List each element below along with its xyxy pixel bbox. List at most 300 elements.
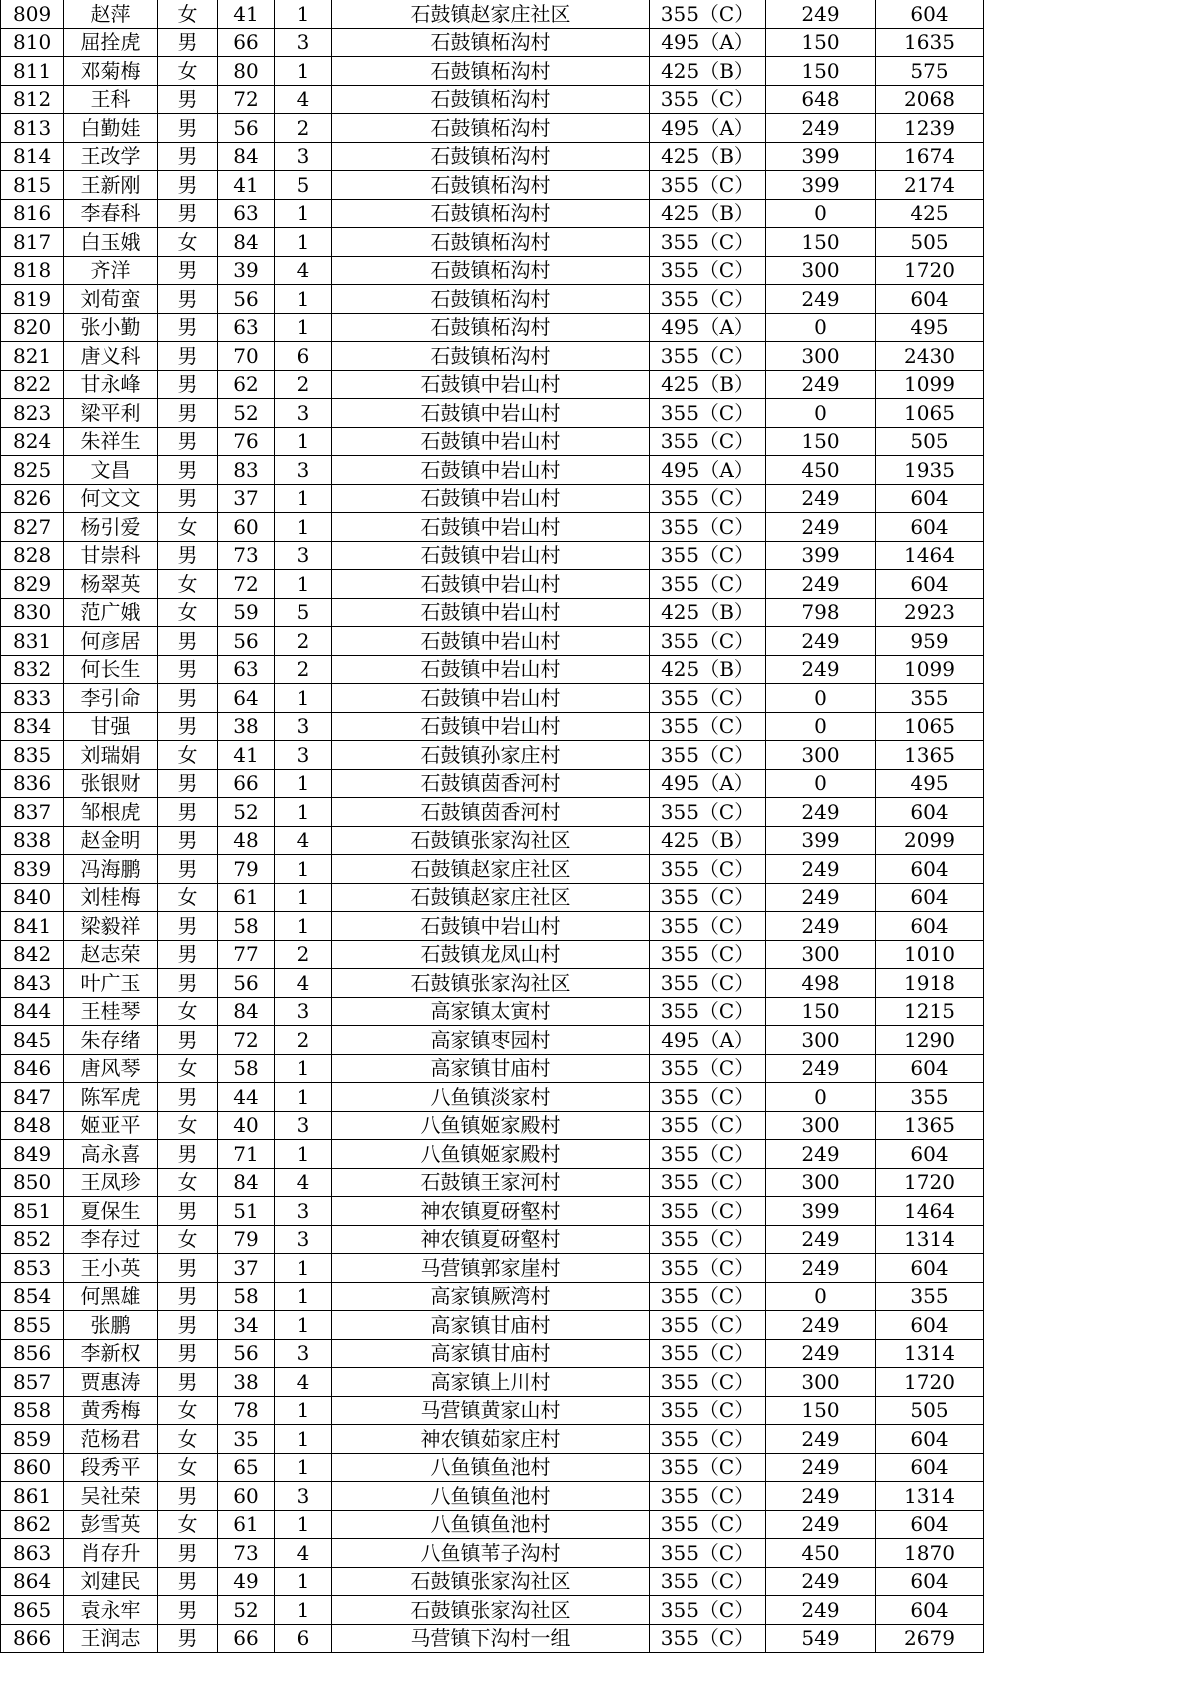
subsidy-cell: 300 bbox=[766, 1111, 876, 1140]
address-cell: 神农镇夏砑壑村 bbox=[332, 1225, 650, 1254]
id-cell: 844 bbox=[1, 997, 64, 1026]
age-cell: 70 bbox=[218, 342, 275, 371]
address-cell: 石鼓镇中岩山村 bbox=[332, 712, 650, 741]
household-size-cell: 1 bbox=[275, 912, 332, 941]
name-cell: 甘永峰 bbox=[64, 370, 158, 399]
table-row bbox=[1, 1225, 984, 1254]
subsidy-cell: 249 bbox=[766, 1596, 876, 1625]
id-cell: 846 bbox=[1, 1054, 64, 1083]
address-cell: 石鼓镇中岩山村 bbox=[332, 427, 650, 456]
id-cell: 811 bbox=[1, 57, 64, 86]
household-size-cell: 1 bbox=[275, 1254, 332, 1283]
household-size-cell: 1 bbox=[275, 1396, 332, 1425]
total-cell: 604 bbox=[876, 1140, 984, 1169]
table-row bbox=[1, 1510, 984, 1539]
address-cell: 高家镇甘庙村 bbox=[332, 1311, 650, 1340]
id-cell: 829 bbox=[1, 570, 64, 599]
name-cell: 白玉娥 bbox=[64, 228, 158, 257]
table-row bbox=[1, 1339, 984, 1368]
age-cell: 35 bbox=[218, 1425, 275, 1454]
table-row bbox=[1, 57, 984, 86]
gender-cell: 女 bbox=[158, 883, 218, 912]
subsidy-cell: 249 bbox=[766, 1140, 876, 1169]
total-cell: 1065 bbox=[876, 399, 984, 428]
household-size-cell: 3 bbox=[275, 541, 332, 570]
household-size-cell: 1 bbox=[275, 1282, 332, 1311]
subsidy-cell: 0 bbox=[766, 1282, 876, 1311]
household-size-cell: 4 bbox=[275, 1368, 332, 1397]
id-cell: 845 bbox=[1, 1026, 64, 1055]
table-row bbox=[1, 883, 984, 912]
standard-cell: 355（C） bbox=[650, 570, 766, 599]
address-cell: 高家镇太寅村 bbox=[332, 997, 650, 1026]
name-cell: 高永喜 bbox=[64, 1140, 158, 1169]
id-cell: 840 bbox=[1, 883, 64, 912]
age-cell: 51 bbox=[218, 1197, 275, 1226]
total-cell: 1870 bbox=[876, 1539, 984, 1568]
gender-cell: 男 bbox=[158, 1482, 218, 1511]
standard-cell: 355（C） bbox=[650, 1225, 766, 1254]
name-cell: 朱祥生 bbox=[64, 427, 158, 456]
standard-cell: 355（C） bbox=[650, 741, 766, 770]
household-size-cell: 3 bbox=[275, 1111, 332, 1140]
gender-cell: 男 bbox=[158, 427, 218, 456]
standard-cell: 355（C） bbox=[650, 1567, 766, 1596]
age-cell: 58 bbox=[218, 912, 275, 941]
household-size-cell: 1 bbox=[275, 883, 332, 912]
gender-cell: 女 bbox=[158, 0, 218, 28]
total-cell: 604 bbox=[876, 1311, 984, 1340]
standard-cell: 355（C） bbox=[650, 1311, 766, 1340]
household-size-cell: 2 bbox=[275, 114, 332, 143]
subsidy-cell: 648 bbox=[766, 85, 876, 114]
age-cell: 60 bbox=[218, 513, 275, 542]
standard-cell: 495（A） bbox=[650, 1026, 766, 1055]
age-cell: 77 bbox=[218, 940, 275, 969]
gender-cell: 女 bbox=[158, 1168, 218, 1197]
gender-cell: 男 bbox=[158, 342, 218, 371]
id-cell: 813 bbox=[1, 114, 64, 143]
subsidy-cell: 0 bbox=[766, 769, 876, 798]
table-row bbox=[1, 1254, 984, 1283]
name-cell: 赵萍 bbox=[64, 0, 158, 28]
standard-cell: 425（B） bbox=[650, 370, 766, 399]
age-cell: 80 bbox=[218, 57, 275, 86]
name-cell: 李引命 bbox=[64, 684, 158, 713]
age-cell: 72 bbox=[218, 1026, 275, 1055]
table-row bbox=[1, 598, 984, 627]
age-cell: 84 bbox=[218, 997, 275, 1026]
household-size-cell: 1 bbox=[275, 769, 332, 798]
age-cell: 52 bbox=[218, 798, 275, 827]
household-size-cell: 2 bbox=[275, 940, 332, 969]
table-row bbox=[1, 655, 984, 684]
address-cell: 石鼓镇中岩山村 bbox=[332, 655, 650, 684]
subsidy-cell: 249 bbox=[766, 883, 876, 912]
table-row bbox=[1, 285, 984, 314]
household-size-cell: 1 bbox=[275, 513, 332, 542]
household-size-cell: 3 bbox=[275, 1339, 332, 1368]
table-row bbox=[1, 1197, 984, 1226]
subsidy-cell: 249 bbox=[766, 1311, 876, 1340]
subsidy-cell: 249 bbox=[766, 1225, 876, 1254]
id-cell: 822 bbox=[1, 370, 64, 399]
name-cell: 段秀平 bbox=[64, 1453, 158, 1482]
total-cell: 2923 bbox=[876, 598, 984, 627]
name-cell: 姬亚平 bbox=[64, 1111, 158, 1140]
age-cell: 34 bbox=[218, 1311, 275, 1340]
name-cell: 王科 bbox=[64, 85, 158, 114]
standard-cell: 355（C） bbox=[650, 940, 766, 969]
name-cell: 夏保生 bbox=[64, 1197, 158, 1226]
subsidy-cell: 150 bbox=[766, 57, 876, 86]
table-row bbox=[1, 1596, 984, 1625]
subsidy-cell: 300 bbox=[766, 741, 876, 770]
name-cell: 王凤珍 bbox=[64, 1168, 158, 1197]
household-size-cell: 3 bbox=[275, 28, 332, 57]
address-cell: 石鼓镇张家沟社区 bbox=[332, 826, 650, 855]
address-cell: 八鱼镇淡家村 bbox=[332, 1083, 650, 1112]
standard-cell: 425（B） bbox=[650, 826, 766, 855]
id-cell: 858 bbox=[1, 1396, 64, 1425]
standard-cell: 355（C） bbox=[650, 541, 766, 570]
standard-cell: 355（C） bbox=[650, 912, 766, 941]
total-cell: 1918 bbox=[876, 969, 984, 998]
subsidy-cell: 150 bbox=[766, 997, 876, 1026]
name-cell: 屈拴虎 bbox=[64, 28, 158, 57]
address-cell: 石鼓镇龙凤山村 bbox=[332, 940, 650, 969]
subsidy-cell: 150 bbox=[766, 28, 876, 57]
id-cell: 818 bbox=[1, 256, 64, 285]
name-cell: 范广娥 bbox=[64, 598, 158, 627]
standard-cell: 355（C） bbox=[650, 228, 766, 257]
age-cell: 66 bbox=[218, 769, 275, 798]
household-size-cell: 4 bbox=[275, 256, 332, 285]
household-size-cell: 1 bbox=[275, 427, 332, 456]
name-cell: 王新刚 bbox=[64, 171, 158, 200]
household-size-cell: 1 bbox=[275, 1425, 332, 1454]
age-cell: 79 bbox=[218, 855, 275, 884]
gender-cell: 男 bbox=[158, 1368, 218, 1397]
address-cell: 石鼓镇柘沟村 bbox=[332, 57, 650, 86]
gender-cell: 男 bbox=[158, 484, 218, 513]
name-cell: 张小勤 bbox=[64, 313, 158, 342]
id-cell: 866 bbox=[1, 1624, 64, 1653]
name-cell: 何彦居 bbox=[64, 627, 158, 656]
gender-cell: 男 bbox=[158, 541, 218, 570]
address-cell: 八鱼镇姬家殿村 bbox=[332, 1140, 650, 1169]
table-row bbox=[1, 826, 984, 855]
table-row bbox=[1, 28, 984, 57]
address-cell: 石鼓镇张家沟社区 bbox=[332, 969, 650, 998]
subsidy-cell: 0 bbox=[766, 199, 876, 228]
id-cell: 857 bbox=[1, 1368, 64, 1397]
gender-cell: 男 bbox=[158, 1083, 218, 1112]
id-cell: 819 bbox=[1, 285, 64, 314]
address-cell: 石鼓镇柘沟村 bbox=[332, 199, 650, 228]
household-size-cell: 1 bbox=[275, 199, 332, 228]
standard-cell: 355（C） bbox=[650, 484, 766, 513]
name-cell: 吴社荣 bbox=[64, 1482, 158, 1511]
gender-cell: 男 bbox=[158, 1282, 218, 1311]
gender-cell: 女 bbox=[158, 570, 218, 599]
household-size-cell: 4 bbox=[275, 1539, 332, 1568]
household-size-cell: 6 bbox=[275, 342, 332, 371]
id-cell: 825 bbox=[1, 456, 64, 485]
subsidy-cell: 300 bbox=[766, 1026, 876, 1055]
age-cell: 66 bbox=[218, 28, 275, 57]
gender-cell: 男 bbox=[158, 855, 218, 884]
household-size-cell: 1 bbox=[275, 798, 332, 827]
age-cell: 83 bbox=[218, 456, 275, 485]
subsidy-cell: 249 bbox=[766, 1339, 876, 1368]
total-cell: 604 bbox=[876, 1054, 984, 1083]
household-size-cell: 3 bbox=[275, 1225, 332, 1254]
household-size-cell: 3 bbox=[275, 1197, 332, 1226]
subsidy-cell: 0 bbox=[766, 399, 876, 428]
gender-cell: 男 bbox=[158, 85, 218, 114]
subsidy-cell: 300 bbox=[766, 342, 876, 371]
name-cell: 张鹏 bbox=[64, 1311, 158, 1340]
subsidy-cell: 450 bbox=[766, 456, 876, 485]
total-cell: 604 bbox=[876, 1596, 984, 1625]
address-cell: 石鼓镇柘沟村 bbox=[332, 256, 650, 285]
age-cell: 56 bbox=[218, 627, 275, 656]
id-cell: 843 bbox=[1, 969, 64, 998]
address-cell: 马营镇郭家崖村 bbox=[332, 1254, 650, 1283]
total-cell: 355 bbox=[876, 684, 984, 713]
table-row bbox=[1, 256, 984, 285]
household-size-cell: 1 bbox=[275, 1140, 332, 1169]
total-cell: 604 bbox=[876, 0, 984, 28]
id-cell: 838 bbox=[1, 826, 64, 855]
name-cell: 唐义科 bbox=[64, 342, 158, 371]
age-cell: 52 bbox=[218, 1596, 275, 1625]
total-cell: 1935 bbox=[876, 456, 984, 485]
table-row bbox=[1, 1083, 984, 1112]
address-cell: 石鼓镇中岩山村 bbox=[332, 541, 650, 570]
gender-cell: 男 bbox=[158, 171, 218, 200]
id-cell: 820 bbox=[1, 313, 64, 342]
standard-cell: 355（C） bbox=[650, 883, 766, 912]
name-cell: 杨引爱 bbox=[64, 513, 158, 542]
table-row bbox=[1, 798, 984, 827]
address-cell: 八鱼镇鱼池村 bbox=[332, 1453, 650, 1482]
gender-cell: 女 bbox=[158, 1453, 218, 1482]
subsidy-cell: 399 bbox=[766, 826, 876, 855]
address-cell: 八鱼镇苇子沟村 bbox=[332, 1539, 650, 1568]
subsidy-cell: 150 bbox=[766, 427, 876, 456]
table-row bbox=[1, 1026, 984, 1055]
address-cell: 八鱼镇鱼池村 bbox=[332, 1482, 650, 1511]
total-cell: 1010 bbox=[876, 940, 984, 969]
subsidy-cell: 249 bbox=[766, 1254, 876, 1283]
address-cell: 石鼓镇柘沟村 bbox=[332, 85, 650, 114]
age-cell: 37 bbox=[218, 484, 275, 513]
total-cell: 1365 bbox=[876, 741, 984, 770]
subsidy-cell: 249 bbox=[766, 285, 876, 314]
gender-cell: 男 bbox=[158, 142, 218, 171]
gender-cell: 男 bbox=[158, 28, 218, 57]
household-size-cell: 3 bbox=[275, 1482, 332, 1511]
household-size-cell: 2 bbox=[275, 1026, 332, 1055]
name-cell: 王润志 bbox=[64, 1624, 158, 1653]
address-cell: 石鼓镇张家沟社区 bbox=[332, 1596, 650, 1625]
gender-cell: 男 bbox=[158, 798, 218, 827]
age-cell: 66 bbox=[218, 1624, 275, 1653]
table-row bbox=[1, 370, 984, 399]
standard-cell: 355（C） bbox=[650, 1510, 766, 1539]
standard-cell: 425（B） bbox=[650, 142, 766, 171]
table-row bbox=[1, 1425, 984, 1454]
subsidy-cell: 249 bbox=[766, 1567, 876, 1596]
subsidy-cell: 249 bbox=[766, 855, 876, 884]
id-cell: 826 bbox=[1, 484, 64, 513]
table-row bbox=[1, 997, 984, 1026]
subsidy-cell: 249 bbox=[766, 1453, 876, 1482]
total-cell: 1314 bbox=[876, 1225, 984, 1254]
table-row bbox=[1, 171, 984, 200]
address-cell: 石鼓镇张家沟社区 bbox=[332, 1567, 650, 1596]
address-cell: 马营镇下沟村一组 bbox=[332, 1624, 650, 1653]
name-cell: 王改学 bbox=[64, 142, 158, 171]
subsidy-cell: 0 bbox=[766, 712, 876, 741]
standard-cell: 495（A） bbox=[650, 28, 766, 57]
age-cell: 38 bbox=[218, 1368, 275, 1397]
household-size-cell: 3 bbox=[275, 142, 332, 171]
standard-cell: 355（C） bbox=[650, 0, 766, 28]
total-cell: 1099 bbox=[876, 370, 984, 399]
address-cell: 石鼓镇柘沟村 bbox=[332, 28, 650, 57]
gender-cell: 男 bbox=[158, 912, 218, 941]
gender-cell: 男 bbox=[158, 1539, 218, 1568]
subsidy-cell: 249 bbox=[766, 912, 876, 941]
table-row bbox=[1, 855, 984, 884]
total-cell: 495 bbox=[876, 313, 984, 342]
household-size-cell: 4 bbox=[275, 1168, 332, 1197]
age-cell: 41 bbox=[218, 741, 275, 770]
total-cell: 1065 bbox=[876, 712, 984, 741]
subsidy-cell: 798 bbox=[766, 598, 876, 627]
age-cell: 84 bbox=[218, 228, 275, 257]
total-cell: 1464 bbox=[876, 1197, 984, 1226]
address-cell: 高家镇厥湾村 bbox=[332, 1282, 650, 1311]
id-cell: 823 bbox=[1, 399, 64, 428]
age-cell: 38 bbox=[218, 712, 275, 741]
gender-cell: 男 bbox=[158, 940, 218, 969]
household-size-cell: 1 bbox=[275, 684, 332, 713]
id-cell: 864 bbox=[1, 1567, 64, 1596]
address-cell: 八鱼镇姬家殿村 bbox=[332, 1111, 650, 1140]
standard-cell: 355（C） bbox=[650, 1624, 766, 1653]
gender-cell: 男 bbox=[158, 1624, 218, 1653]
subsidy-cell: 399 bbox=[766, 142, 876, 171]
gender-cell: 女 bbox=[158, 1510, 218, 1539]
household-size-cell: 1 bbox=[275, 1510, 332, 1539]
subsidy-cell: 249 bbox=[766, 627, 876, 656]
age-cell: 60 bbox=[218, 1482, 275, 1511]
name-cell: 王桂琴 bbox=[64, 997, 158, 1026]
standard-cell: 495（A） bbox=[650, 769, 766, 798]
name-cell: 何长生 bbox=[64, 655, 158, 684]
age-cell: 84 bbox=[218, 142, 275, 171]
table-row bbox=[1, 456, 984, 485]
gender-cell: 女 bbox=[158, 1396, 218, 1425]
table-row bbox=[1, 399, 984, 428]
gender-cell: 男 bbox=[158, 1197, 218, 1226]
gender-cell: 女 bbox=[158, 1054, 218, 1083]
age-cell: 48 bbox=[218, 826, 275, 855]
standard-cell: 495（A） bbox=[650, 456, 766, 485]
subsidy-cell: 549 bbox=[766, 1624, 876, 1653]
id-cell: 839 bbox=[1, 855, 64, 884]
table-row bbox=[1, 484, 984, 513]
age-cell: 78 bbox=[218, 1396, 275, 1425]
total-cell: 1720 bbox=[876, 1168, 984, 1197]
subsidy-cell: 0 bbox=[766, 684, 876, 713]
standard-cell: 355（C） bbox=[650, 997, 766, 1026]
subsidy-cell: 249 bbox=[766, 370, 876, 399]
subsidy-cell: 300 bbox=[766, 940, 876, 969]
table-row bbox=[1, 940, 984, 969]
household-size-cell: 1 bbox=[275, 1596, 332, 1625]
gender-cell: 女 bbox=[158, 1425, 218, 1454]
total-cell: 604 bbox=[876, 513, 984, 542]
standard-cell: 425（B） bbox=[650, 199, 766, 228]
table-row bbox=[1, 769, 984, 798]
subsidy-cell: 0 bbox=[766, 1083, 876, 1112]
household-size-cell: 1 bbox=[275, 570, 332, 599]
table-row bbox=[1, 684, 984, 713]
subsidy-cell: 249 bbox=[766, 484, 876, 513]
name-cell: 李新权 bbox=[64, 1339, 158, 1368]
total-cell: 1464 bbox=[876, 541, 984, 570]
address-cell: 石鼓镇中岩山村 bbox=[332, 570, 650, 599]
age-cell: 79 bbox=[218, 1225, 275, 1254]
id-cell: 824 bbox=[1, 427, 64, 456]
gender-cell: 女 bbox=[158, 1111, 218, 1140]
total-cell: 355 bbox=[876, 1282, 984, 1311]
subsidy-cell: 249 bbox=[766, 1482, 876, 1511]
standard-cell: 355（C） bbox=[650, 256, 766, 285]
total-cell: 575 bbox=[876, 57, 984, 86]
table-row bbox=[1, 1111, 984, 1140]
address-cell: 石鼓镇中岩山村 bbox=[332, 370, 650, 399]
table-row bbox=[1, 912, 984, 941]
id-cell: 828 bbox=[1, 541, 64, 570]
household-size-cell: 3 bbox=[275, 399, 332, 428]
table-row bbox=[1, 1396, 984, 1425]
address-cell: 石鼓镇中岩山村 bbox=[332, 912, 650, 941]
total-cell: 495 bbox=[876, 769, 984, 798]
id-cell: 810 bbox=[1, 28, 64, 57]
age-cell: 58 bbox=[218, 1282, 275, 1311]
gender-cell: 男 bbox=[158, 1311, 218, 1340]
name-cell: 彭雪英 bbox=[64, 1510, 158, 1539]
standard-cell: 355（C） bbox=[650, 1111, 766, 1140]
id-cell: 853 bbox=[1, 1254, 64, 1283]
household-size-cell: 1 bbox=[275, 0, 332, 28]
age-cell: 37 bbox=[218, 1254, 275, 1283]
age-cell: 52 bbox=[218, 399, 275, 428]
age-cell: 56 bbox=[218, 285, 275, 314]
gender-cell: 男 bbox=[158, 655, 218, 684]
household-size-cell: 1 bbox=[275, 1567, 332, 1596]
gender-cell: 男 bbox=[158, 1339, 218, 1368]
standard-cell: 355（C） bbox=[650, 1482, 766, 1511]
total-cell: 1365 bbox=[876, 1111, 984, 1140]
address-cell: 高家镇甘庙村 bbox=[332, 1054, 650, 1083]
